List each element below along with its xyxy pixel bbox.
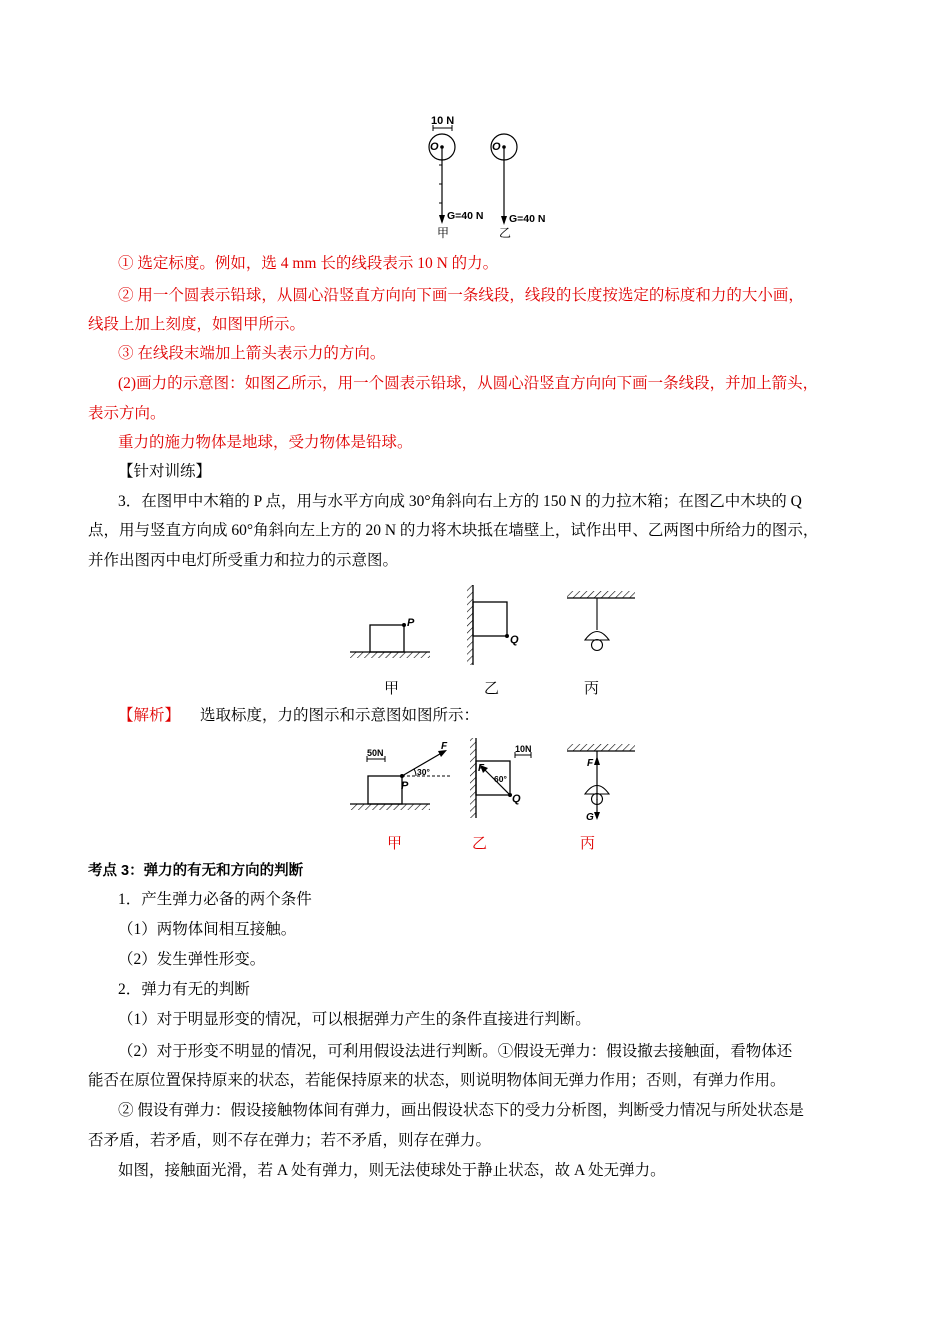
analysis-tag: 【解析】 [118,707,181,724]
section-line-7b: 否矛盾，若矛盾，则不存在弹力；若不矛盾，则存在弹力。 [88,1132,492,1149]
scale-label-b: 10N [515,744,532,754]
section-heading: 考点 3：弹力的有无和方向的判断 [88,863,304,879]
force-label-b: G=40 N [509,213,546,225]
section-line-2: （1）两物体间相互接触。 [118,921,297,938]
figure-gravity-force-diagram [425,110,560,240]
arrow-down-icon [594,812,600,820]
arrow-down-icon [501,216,507,225]
force-label-b: F [478,763,485,774]
step-2-line-2: 线段上加上刻度，如图甲所示。 [88,316,306,333]
force-label-a: F [441,741,448,752]
figure-solution [345,738,645,828]
figure-problem [345,585,645,670]
step-5: 重力的施力物体是地球，受力物体是铅球。 [118,434,413,451]
section-line-4: 2．弹力有无的判断 [118,981,250,998]
analysis-line [118,706,479,726]
scale-label: 10 N [431,115,455,127]
step-2-line-1: ② 用一个圆表示铅球，从圆心沿竖直方向向下画一条线段，线段的长度按选定的标度和力的大小画， [118,287,804,304]
lamp-shade-icon [585,632,609,641]
ceiling-hatch [567,744,635,751]
section-line-5: （1）对于明显形变的情况，可以根据弹力产生的条件直接进行判断。 [118,1011,591,1028]
section-line-3: （2）发生弹性形变。 [118,951,266,968]
caption-jia: 甲 [384,681,400,697]
ground-hatch [350,652,430,658]
caption-bing: 丙 [580,836,596,852]
question-line-1: 3．在图甲中木箱的 P 点，用与水平方向成 30°角斜向右上方的 150 N 的力拉木箱；在图乙中木块的 Q [118,493,802,510]
scale-label-a: 50N [367,748,384,758]
force-label-a: G=40 N [447,210,484,222]
wooden-block [473,602,507,636]
question-line-2: 点，用与竖直方向成 60°角斜向左上方的 20 N 的力将木块抵在墙壁上，试作出甲、乙两图中所给力的图示， [88,522,819,539]
center-label-b: O [492,141,501,153]
wooden-box [370,625,404,652]
point-p-label: P [401,780,409,792]
step-4-line-2: 表示方向。 [88,405,166,422]
step-1: ① 选定标度。例如，选 4 mm 长的线段表示 10 N 的力。 [118,255,499,272]
section-line-8: 如图，接触面光滑，若 A 处有弹力，则无法使球处于静止状态，故 A 处无弹力。 [118,1162,666,1179]
question-line-3: 并作出图丙中电灯所受重力和拉力的示意图。 [88,552,399,569]
point-p-label: P [407,617,415,629]
section-line-1: 1．产生弹力必备的两个条件 [118,891,312,908]
point-q-label: Q [510,634,519,646]
caption-jia: 甲 [437,226,450,240]
analysis-text: 选取标度，力的图示和示意图如图所示： [200,707,480,724]
step-3: ③ 在线段末端加上箭头表示力的方向。 [118,345,386,362]
caption-yi: 乙 [472,836,488,852]
section-line-6b: 能否在原位置保持原来的状态，若能保持原来的状态，则说明物体间无弹力作用；否则，有弹力作用。 [88,1072,786,1089]
point-q-label: Q [512,793,521,805]
ceiling-hatch [567,591,635,598]
caption-jia: 甲 [387,836,403,852]
tension-label: F [587,758,594,769]
center-label-a: O [430,141,439,153]
gravity-label: G [586,812,594,823]
wall-hatch [470,738,476,818]
wall-hatch [467,585,473,665]
wooden-box [368,776,402,804]
section-line-7a: ② 假设有弹力：假设接触物体间有弹力，画出假设状态下的受力分析图，判断受力情况与所处状态是 [118,1102,804,1119]
arrow-up-icon [594,756,600,765]
caption-yi: 乙 [484,681,500,697]
bulb-icon [592,640,603,651]
ground-hatch [350,804,430,810]
training-heading: 【针对训练】 [118,463,212,480]
arrow-down-icon [439,215,445,224]
angle-label-b: 60° [494,774,507,784]
section-line-6a: （2）对于形变不明显的情况，可利用假设法进行判断。①假设无弹力：假设撤去接触面，看物体还 [118,1043,793,1060]
angle-label-a: 30° [417,767,430,777]
step-4-line-1: (2)画力的示意图：如图乙所示，用一个圆表示铅球，从圆心沿竖直方向向下画一条线段，并加上箭头， [118,375,819,392]
caption-yi: 乙 [499,226,512,240]
caption-bing: 丙 [584,681,600,697]
